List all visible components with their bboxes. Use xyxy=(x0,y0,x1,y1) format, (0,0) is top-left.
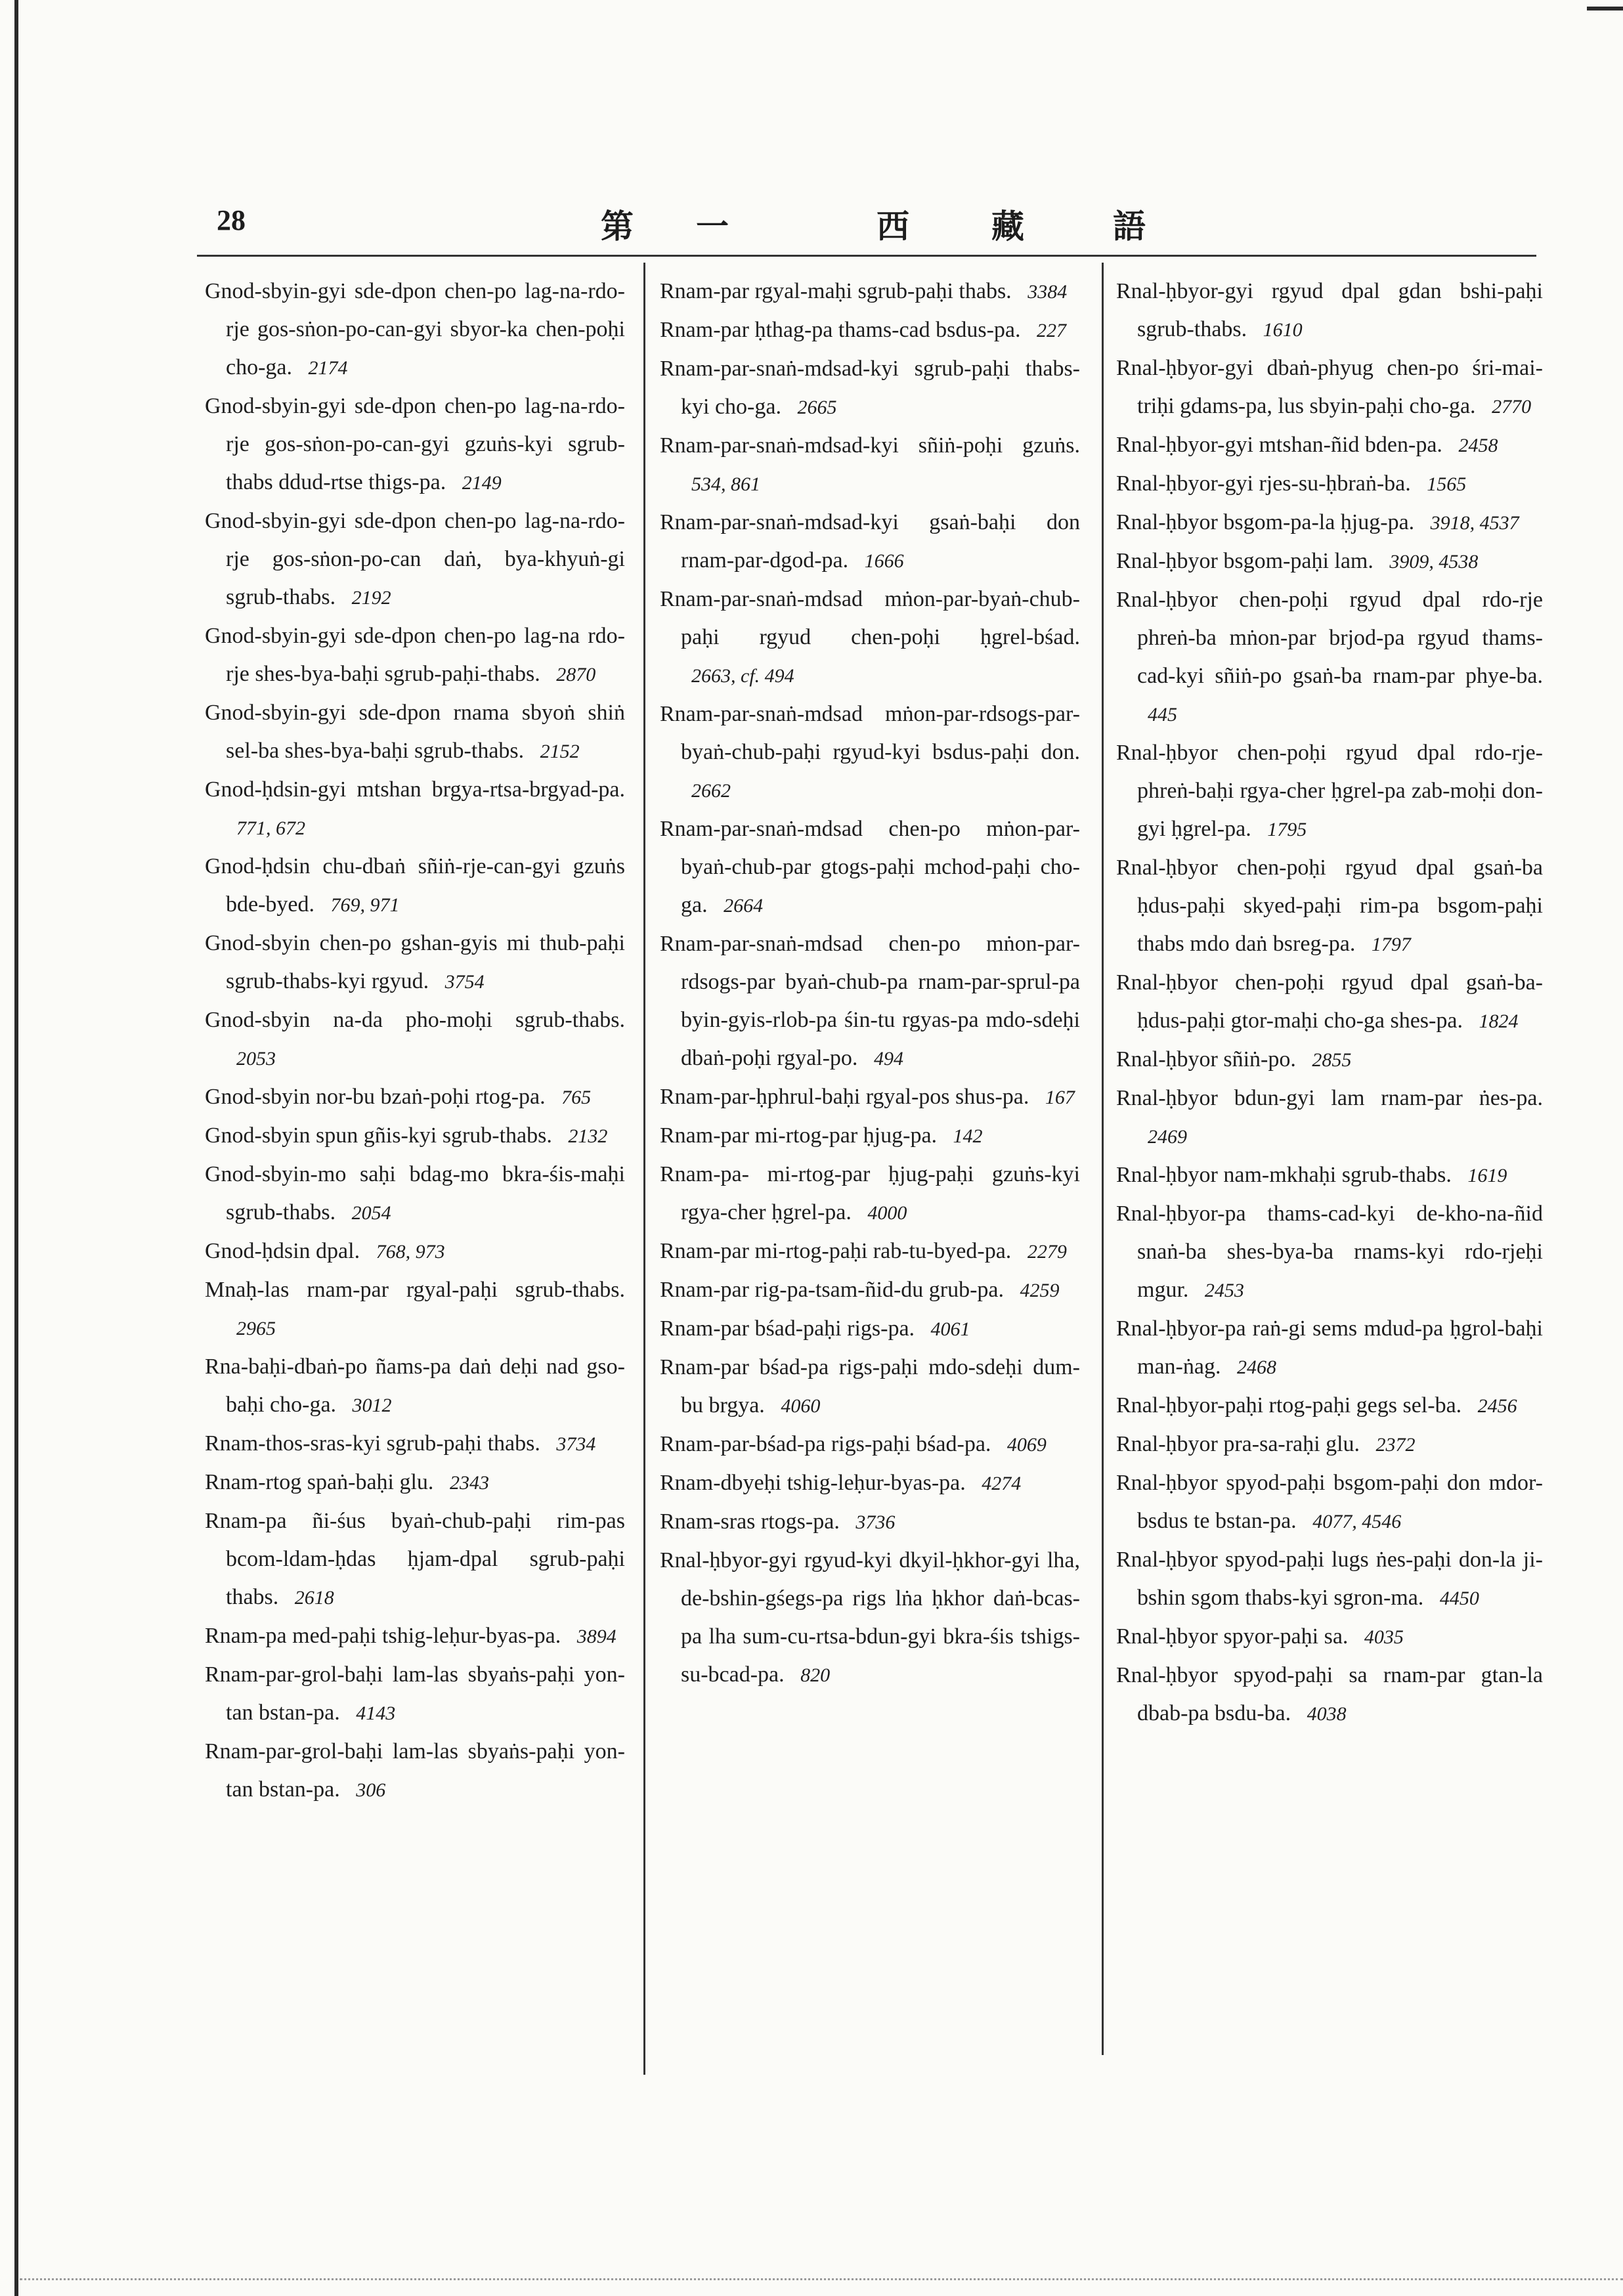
entry-catalog-number: 306 xyxy=(356,1779,386,1801)
entry-title: Rnam-par mi-rtog-par ḥjug-pa. xyxy=(660,1123,938,1148)
entry-catalog-number: 1795 xyxy=(1267,819,1307,840)
entry-catalog-number: 3754 xyxy=(444,971,485,993)
edge-mark xyxy=(1587,7,1623,11)
index-entry xyxy=(660,1464,1080,1503)
entry-catalog-number: 227 xyxy=(1037,320,1066,341)
index-entry xyxy=(205,502,625,617)
entry-catalog-number: 3894 xyxy=(576,1626,617,1647)
entry-title: Gnod-ḥdsin-gyi mtshan brgya-rtsa-brgyad-pa. xyxy=(205,777,625,802)
entry-title: Gnod-sbyin spun gñis-kyi sgrub-thabs. xyxy=(205,1123,552,1148)
index-column-2 xyxy=(660,272,1080,1695)
entry-title: Gnod-ḥdsin dpal. xyxy=(205,1239,360,1263)
entry-title: Gnod-sbyin-gyi sde-dpon chen-po lag-na-rdo-rje gos-sṅon-po-can-gyi gzuṅs-kyi sgrub-thabs ddud-rtse thigs-pa. xyxy=(205,394,625,494)
index-entry xyxy=(1116,426,1543,465)
entry-title: Gnod-sbyin nor-bu bzaṅ-poḥi rtog-pa. xyxy=(205,1085,546,1109)
page-number: 28 xyxy=(217,204,246,236)
entry-title: Rnal-ḥbyor-paḥi rtog-paḥi gegs sel-ba. xyxy=(1116,1393,1462,1418)
entry-catalog-number: 3909, 4538 xyxy=(1389,551,1479,573)
entry-catalog-number: 1824 xyxy=(1479,1010,1519,1032)
index-entry xyxy=(660,1542,1080,1695)
entry-catalog-number: 4274 xyxy=(982,1473,1022,1494)
entry-title: Rnal-ḥbyor spyod-paḥi lugs ṅes-paḥi don-la ji-bshin sgom thabs-kyi sgron-ma. xyxy=(1116,1548,1543,1610)
index-entry xyxy=(660,350,1080,427)
running-title-char: 藏 xyxy=(991,208,1024,245)
index-entry xyxy=(660,272,1080,311)
entry-title: Rnal-ḥbyor spyod-paḥi bsgom-paḥi don mdor-bsdus te bstan-pa. xyxy=(1116,1471,1543,1533)
entry-catalog-number: 2662 xyxy=(691,780,731,802)
entry-title: Rnal-ḥbyor bsgom-paḥi lam. xyxy=(1116,549,1374,573)
header-rule xyxy=(197,255,1536,257)
entry-catalog-number: 2054 xyxy=(351,1202,391,1224)
entry-catalog-number: 4061 xyxy=(930,1318,970,1340)
entry-catalog-number: 2468 xyxy=(1236,1356,1276,1378)
index-entry xyxy=(660,1232,1080,1271)
index-entry xyxy=(660,810,1080,925)
entry-title: Gnod-ḥdsin chu-dbaṅ sñiṅ-rje-can-gyi gzuṅs bde-byed. xyxy=(205,854,625,917)
index-entry xyxy=(660,427,1080,504)
entry-title: Rnam-rtog spaṅ-baḥi glu. xyxy=(205,1470,434,1494)
index-entry xyxy=(1116,1041,1543,1079)
entry-catalog-number: 4069 xyxy=(1006,1434,1047,1456)
entry-title: Rnam-sras rtogs-pa. xyxy=(660,1509,840,1534)
index-entry xyxy=(205,924,625,1001)
entry-catalog-number: 2343 xyxy=(449,1472,489,1494)
entry-title: Rnam-pa- mi-rtog-par ḥjug-paḥi gzuṅs-kyi rgya-cher ḥgrel-pa. xyxy=(660,1162,1080,1224)
entry-catalog-number: 142 xyxy=(953,1125,983,1147)
entry-catalog-number: 167 xyxy=(1045,1087,1075,1108)
entry-title: Gnod-sbyin chen-po gshan-gyis mi thub-paḥi sgrub-thabs-kyi rgyud. xyxy=(205,931,625,993)
index-entry xyxy=(660,695,1080,810)
index-entry xyxy=(1116,849,1543,964)
entry-catalog-number: 2770 xyxy=(1492,396,1532,418)
index-entry xyxy=(205,1502,625,1617)
entry-title: Rnal-ḥbyor-gyi mtshan-ñid bden-pa. xyxy=(1116,433,1442,457)
entry-title: Gnod-sbyin-gyi sde-dpon rnama sbyoṅ shiṅ sel-ba shes-bya-baḥi sgrub-thabs. xyxy=(205,701,625,763)
entry-title: Rnam-par bśad-paḥi rigs-pa. xyxy=(660,1316,915,1341)
entry-catalog-number: 768, 973 xyxy=(376,1241,445,1263)
entry-catalog-number: 3012 xyxy=(352,1395,392,1416)
entry-catalog-number: 2456 xyxy=(1477,1395,1517,1417)
entry-title: Rnal-ḥbyor nam-mkhaḥi sgrub-thabs. xyxy=(1116,1163,1452,1187)
index-entry xyxy=(660,925,1080,1078)
column-divider xyxy=(1102,263,1104,2055)
entry-catalog-number: 2664 xyxy=(724,895,764,917)
index-entry xyxy=(1116,465,1543,504)
index-entry xyxy=(660,1425,1080,1464)
entry-catalog-number: 2458 xyxy=(1458,435,1498,456)
entry-catalog-number: 2663, cf. 494 xyxy=(691,665,794,687)
entry-title: Rnam-par rgyal-maḥi sgrub-paḥi thabs. xyxy=(660,279,1012,303)
index-entry xyxy=(1116,504,1543,542)
entry-catalog-number: 2453 xyxy=(1204,1280,1244,1301)
index-entry xyxy=(1116,349,1543,426)
index-entry xyxy=(205,1271,625,1348)
index-entry xyxy=(205,1617,625,1656)
entry-catalog-number: 494 xyxy=(873,1048,903,1070)
index-entry xyxy=(1116,1618,1543,1657)
index-entry xyxy=(205,387,625,502)
entry-title: Rnal-ḥbyor chen-poḥi rgyud dpal gsaṅ-ba-ḥdus-paḥi gtor-maḥi cho-ga shes-pa. xyxy=(1116,970,1543,1033)
entry-title: Gnod-sbyin-mo saḥi bdag-mo bkra-śis-maḥi sgrub-thabs. xyxy=(205,1162,625,1224)
index-entry xyxy=(205,1078,625,1117)
entry-catalog-number: 1610 xyxy=(1263,319,1303,341)
entry-title: Rnam-par-grol-baḥi lam-las sbyaṅs-paḥi yon-tan bstan-pa. xyxy=(205,1739,625,1802)
index-entry xyxy=(660,311,1080,350)
entry-catalog-number: 769, 971 xyxy=(330,894,400,916)
index-entry xyxy=(1116,964,1543,1041)
entry-catalog-number: 2192 xyxy=(351,587,391,609)
entry-catalog-number: 3384 xyxy=(1028,281,1068,303)
index-entry xyxy=(660,1078,1080,1117)
index-entry xyxy=(205,1001,625,1078)
index-entry xyxy=(1116,1541,1543,1618)
index-entry xyxy=(1116,581,1543,734)
entry-title: Gnod-sbyin-gyi sde-dpon chen-po lag-na-rdo-rje gos-sṅon-po-can-gyi sbyor-ka chen-poḥi cho-ga. xyxy=(205,279,625,379)
entry-title: Rnam-par-snaṅ-mdsad-kyi gsaṅ-baḥi don rnam-par-dgod-pa. xyxy=(660,510,1080,573)
entry-catalog-number: 4143 xyxy=(356,1702,396,1724)
entry-catalog-number: 2469 xyxy=(1148,1126,1187,1148)
entry-catalog-number: 2965 xyxy=(236,1318,276,1339)
index-entry xyxy=(1116,734,1543,849)
index-column-3 xyxy=(1116,272,1543,1733)
index-entry xyxy=(1116,272,1543,349)
entry-title: Rnam-par-snaṅ-mdsad chen-po mṅon-par-rdsogs-par byaṅ-chub-pa rnam-par-sprul-pa byin-gyis-rlob-pa śin-tu rgyas-pa mdo-sdeḥi dbaṅ-poḥi rgyal-po. xyxy=(660,932,1080,1070)
running-title-char: 第 xyxy=(601,208,634,245)
entry-catalog-number: 820 xyxy=(800,1664,831,1686)
entry-catalog-number: 4060 xyxy=(781,1395,821,1417)
entry-title: Rnam-par-snaṅ-mdsad-kyi sgrub-paḥi thabs-kyi cho-ga. xyxy=(660,357,1080,419)
entry-title: Gnod-sbyin-gyi sde-dpon chen-po lag-na-rdo-rje gos-sṅon-po-can daṅ, bya-khyuṅ-gi sgrub-thabs. xyxy=(205,509,625,609)
entry-catalog-number: 2152 xyxy=(540,741,580,762)
entry-title: Rnam-par-snaṅ-mdsad mṅon-par-rdsogs-par-byaṅ-chub-paḥi rgyud-kyi bsdus-paḥi don. xyxy=(660,702,1080,764)
index-entry xyxy=(205,1733,625,1809)
entry-catalog-number: 2372 xyxy=(1375,1434,1416,1456)
entry-catalog-number: 765 xyxy=(561,1087,592,1108)
index-entry xyxy=(660,1349,1080,1425)
entry-catalog-number: 1619 xyxy=(1467,1165,1507,1186)
entry-title: Rnam-par-ḥphrul-baḥi rgyal-pos shus-pa. xyxy=(660,1085,1029,1109)
index-entry xyxy=(660,504,1080,580)
index-entry xyxy=(660,1503,1080,1542)
index-entry xyxy=(660,580,1080,695)
index-entry xyxy=(660,1156,1080,1232)
entry-catalog-number: 1797 xyxy=(1371,934,1411,955)
index-entry xyxy=(660,1117,1080,1156)
entry-title: Rnal-ḥbyor-gyi rjes-su-ḥbraṅ-ba. xyxy=(1116,471,1411,496)
entry-catalog-number: 2053 xyxy=(236,1048,276,1070)
entry-catalog-number: 2279 xyxy=(1027,1241,1067,1263)
index-entry xyxy=(1116,1425,1543,1464)
binding-line xyxy=(14,0,18,2296)
running-title-char: 一 xyxy=(696,208,729,245)
entry-title: Rnal-ḥbyor bsgom-pa-la ḥjug-pa. xyxy=(1116,510,1415,534)
index-entry xyxy=(205,1656,625,1733)
index-entry xyxy=(205,848,625,924)
index-entry xyxy=(205,1463,625,1502)
entry-title: Rnam-pa ñi-śus byaṅ-chub-paḥi rim-pas bcom-ldam-ḥdas ḥjam-dpal sgrub-paḥi thabs. xyxy=(205,1509,625,1609)
entry-title: Gnod-sbyin na-da pho-moḥi sgrub-thabs. xyxy=(205,1008,625,1032)
index-entry xyxy=(205,1156,625,1232)
entry-catalog-number: 1666 xyxy=(864,550,904,572)
entry-title: Rnal-ḥbyor pra-sa-raḥi glu. xyxy=(1116,1432,1360,1456)
index-column-1 xyxy=(205,272,625,1809)
entry-catalog-number: 4077, 4546 xyxy=(1312,1511,1402,1532)
entry-title: Rnam-par-snaṅ-mdsad-kyi sñiṅ-poḥi gzuṅs. xyxy=(660,433,1080,458)
entry-catalog-number: 2618 xyxy=(294,1587,334,1609)
index-entry xyxy=(1116,1657,1543,1733)
entry-catalog-number: 1565 xyxy=(1427,473,1467,495)
entry-catalog-number: 3734 xyxy=(556,1433,596,1455)
entry-catalog-number: 3918, 4537 xyxy=(1430,512,1519,534)
index-entry xyxy=(205,272,625,387)
index-entry xyxy=(205,694,625,771)
entry-title: Rnam-par-snaṅ-mdsad mṅon-par-byaṅ-chub-paḥi rgyud chen-poḥi ḥgrel-bśad. xyxy=(660,587,1080,649)
entry-title: Rnal-ḥbyor-pa raṅ-gi sems mdud-pa ḥgrol-baḥi man-ṅag. xyxy=(1116,1316,1543,1379)
index-entry xyxy=(1116,1387,1543,1425)
entry-title: Rnal-ḥbyor chen-poḥi rgyud dpal rdo-rje phreṅ-ba mṅon-par brjod-pa rgyud thams-cad-kyi sñiṅ-po gsaṅ-ba rnam-par phye-ba. xyxy=(1116,588,1543,688)
index-entry xyxy=(1116,1195,1543,1310)
entry-catalog-number: 2174 xyxy=(308,357,348,379)
entry-title: Rnam-par-snaṅ-mdsad chen-po mṅon-par-byaṅ-chub-par gtogs-paḥi mchod-paḥi cho-ga. xyxy=(660,817,1080,917)
entry-title: Rnal-ḥbyor sñiṅ-po. xyxy=(1116,1047,1296,1072)
entry-catalog-number: 445 xyxy=(1148,704,1177,726)
entry-catalog-number: 4450 xyxy=(1439,1588,1479,1609)
index-entry xyxy=(1116,542,1543,581)
entry-catalog-number: 4035 xyxy=(1364,1626,1404,1648)
index-entry xyxy=(660,1271,1080,1310)
entry-title: Mnaḥ-las rnam-par rgyal-paḥi sgrub-thabs. xyxy=(205,1278,625,1302)
entry-title: Rnal-ḥbyor-gyi rgyud dpal gdan bshi-paḥi sgrub-thabs. xyxy=(1116,279,1543,341)
entry-catalog-number: 4259 xyxy=(1020,1280,1060,1301)
entry-title: Rna-baḥi-dbaṅ-po ñams-pa daṅ deḥi nad gso-baḥi cho-ga. xyxy=(205,1354,625,1417)
column-divider xyxy=(643,263,645,2075)
entry-title: Rnam-par-bśad-pa rigs-paḥi bśad-pa. xyxy=(660,1432,991,1456)
entry-title: Rnam-par mi-rtog-paḥi rab-tu-byed-pa. xyxy=(660,1239,1012,1263)
entry-title: Rnal-ḥbyor spyor-paḥi sa. xyxy=(1116,1624,1349,1649)
entry-title: Rnal-ḥbyor-gyi dbaṅ-phyug chen-po śri-mai-triḥi gdams-pa, lus sbyin-paḥi cho-ga. xyxy=(1116,356,1543,418)
index-entry xyxy=(1116,1310,1543,1387)
index-entry xyxy=(205,771,625,848)
entry-catalog-number: 2132 xyxy=(568,1125,608,1147)
entry-catalog-number: 4038 xyxy=(1307,1703,1347,1725)
entry-title: Rnal-ḥbyor-gyi rgyud-kyi dkyil-ḥkhor-gyi lha, de-bshin-gśegs-pa rigs lṅa ḥkhor daṅ-bcas-pa lha sum-cu-rtsa-bdun-gyi bkra-śis tshigs-su-bcad-pa. xyxy=(660,1548,1080,1687)
index-entry xyxy=(205,617,625,694)
entry-title: Rnam-dbyeḥi tshig-leḥur-byas-pa. xyxy=(660,1471,966,1495)
entry-title: Rnal-ḥbyor-pa thams-cad-kyi de-kho-na-ñid snaṅ-ba shes-bya-ba rnams-kyi rdo-rjeḥi mgur. xyxy=(1116,1202,1543,1302)
entry-title: Rnam-pa med-paḥi tshig-leḥur-byas-pa. xyxy=(205,1624,561,1648)
entry-title: Rnal-ḥbyor chen-poḥi rgyud dpal rdo-rje-phreṅ-baḥi rgya-cher ḥgrel-pa zab-moḥi don-gyi ḥgrel-pa. xyxy=(1116,741,1543,841)
entry-catalog-number: 3736 xyxy=(855,1511,896,1533)
entry-title: Rnal-ḥbyor bdun-gyi lam rnam-par ṅes-pa. xyxy=(1116,1086,1543,1110)
entry-title: Rnal-ḥbyor spyod-paḥi sa rnam-par gtan-la dbab-pa bsdu-ba. xyxy=(1116,1663,1543,1725)
entry-title: Rnam-par-grol-baḥi lam-las sbyaṅs-paḥi yon-tan bstan-pa. xyxy=(205,1662,625,1725)
entry-catalog-number: 4000 xyxy=(867,1202,907,1224)
entry-catalog-number: 2870 xyxy=(556,664,596,685)
index-entry xyxy=(205,1117,625,1156)
entry-title: Rnam-par ḥthag-pa thams-cad bsdus-pa. xyxy=(660,318,1021,342)
running-title-char: 語 xyxy=(1113,208,1146,245)
entry-catalog-number: 771, 672 xyxy=(236,817,305,839)
index-entry xyxy=(1116,1079,1543,1156)
entry-title: Rnam-par rig-pa-tsam-ñid-du grub-pa. xyxy=(660,1278,1004,1302)
entry-title: Rnam-thos-sras-kyi sgrub-paḥi thabs. xyxy=(205,1431,540,1456)
index-entry xyxy=(1116,1156,1543,1195)
index-entry xyxy=(205,1348,625,1425)
entry-title: Rnal-ḥbyor chen-poḥi rgyud dpal gsaṅ-ba ḥdus-paḥi skyed-paḥi rim-pa bsgom-paḥi thabs mdo daṅ bsreg-pa. xyxy=(1116,856,1543,956)
entry-catalog-number: 2665 xyxy=(797,397,837,418)
entry-catalog-number: 2855 xyxy=(1312,1049,1352,1071)
index-entry xyxy=(205,1425,625,1463)
entry-catalog-number: 534, 861 xyxy=(691,473,760,495)
entry-title: Gnod-sbyin-gyi sde-dpon chen-po lag-na rdo-rje shes-bya-baḥi sgrub-paḥi-thabs. xyxy=(205,624,625,686)
index-entry xyxy=(205,1232,625,1271)
entry-catalog-number: 2149 xyxy=(462,472,502,494)
index-entry xyxy=(1116,1464,1543,1541)
bottom-dotted-edge xyxy=(20,2278,1623,2280)
index-entry xyxy=(660,1310,1080,1349)
running-title-char: 西 xyxy=(876,208,909,245)
entry-title: Rnam-par bśad-pa rigs-paḥi mdo-sdeḥi dum-bu brgya. xyxy=(660,1355,1080,1418)
